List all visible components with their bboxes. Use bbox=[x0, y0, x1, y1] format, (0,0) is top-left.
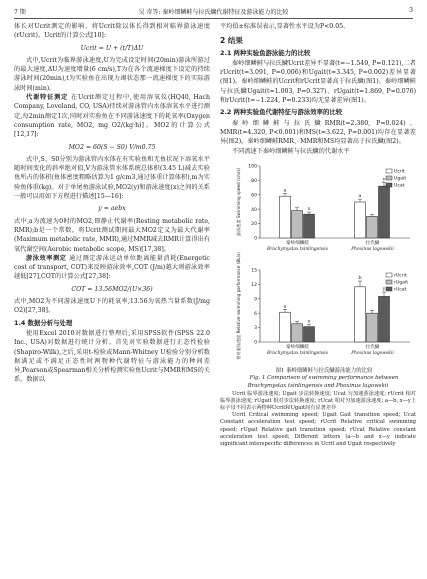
y-axis-label: 游泳速度 Swimming speed (cm/s) bbox=[236, 167, 241, 237]
significance-label: y bbox=[382, 176, 386, 183]
subsection-heading-swimming: 2.1 两种实验鱼游泳能力的比较 bbox=[220, 48, 311, 57]
paragraph: 平均值±标准误表示,显著性水平设为P<0.05。 bbox=[220, 23, 350, 30]
y-tick-label: 0 bbox=[254, 236, 257, 242]
page-number: 3 bbox=[409, 7, 413, 14]
legend-label: rUgait bbox=[394, 280, 409, 286]
legend-label: Ucrit bbox=[394, 169, 405, 175]
bar-rUcrit-0 bbox=[280, 312, 291, 342]
y-axis-label: 相对游泳速度 Relative swimming performance (BL/s) bbox=[236, 252, 241, 360]
paragraph bbox=[14, 93, 210, 139]
section-heading-stats: 1.4 数据分析与处理 bbox=[14, 318, 73, 327]
figure-1 bbox=[220, 160, 416, 368]
figure-caption-cn: 图1 秦岭细鳞鲑与拉氏鱥游泳能力的比较 bbox=[275, 367, 373, 374]
bar-rUcat-0 bbox=[304, 326, 315, 341]
paragraph: 式中,S、S0分别为游泳管内水体在有实验鱼和无鱼状况下溶氧水平随时间变化的斜率绝对值,V为游泳管水体系统总体积(3.45 L)减去实验鱼所占的体积(鱼体密度粗略估算为1 g/cm3,通过体重计算体积),m为实验鱼体重(kg)。对于单尾鱼游泳试验,MO2(y)和游泳速度(x)之间的关系一般可以用如下方程进行描述[15―16]: bbox=[14, 155, 210, 201]
bar-rUcrit-1 bbox=[355, 287, 366, 342]
y-tick-label: 60 bbox=[251, 193, 257, 199]
legend-swatch-Ucrit bbox=[386, 169, 392, 173]
paragraph: 式中,Ucrit为临界游泳速度,U为完成设定时间(20min)游泳所游过的最大速度,ΔU为速度增量(6 cm/s),T为在各个流速梯度下设定的持续游泳时间(20min),t为实验鱼在出现力竭状态那一流速梯度下的实际游泳时间(min)。 bbox=[14, 56, 210, 92]
article-title: 吴 奇等: 秦岭细鳞鲑与拉氏鱥代谢特征及游泳能力的比较 bbox=[138, 9, 289, 16]
paragraph: 秦岭细鳞鲑与拉氏鱥Ucrit差异不显著(t=−1.549, P=0.121),二者rUcrit(t=3.091, P=0.006)和Ugait(t=3.345, P=0.002)差异显著(图1)。秦岭细鳞鲑的Ucrit和rUcrit显著高于拉氏鱥(图1)。秦岭细鳞鲑与拉氏鱥Ugait(t=1.003, P=0.327)、rUgait(t=1.869, P=0.076)和rUcrit(t=−1.224, P=0.233)均无显著差异(图1)。 bbox=[220, 59, 416, 105]
bar-rUcat-1 bbox=[379, 296, 390, 342]
equation-mo2: MO2 = 60(S − S0) V/m0.75 bbox=[68, 143, 156, 151]
category-label: 秦岭细鳞鲑 bbox=[286, 344, 309, 350]
category-label-latin: Phoxinus lagowskii bbox=[351, 246, 394, 252]
figure-note-cn: Ucrit 临界游泳速度; Ugait 步法转换速度; Ucat 匀加速游泳速度; rUcrit 相对临界游泳速度; rUgait 相对步法转换速度; rUcat 相对匀加速游泳速度; a—b, x—y上标字母不同表示两物种Ucrit和Ugait间有显著差异 bbox=[220, 390, 416, 412]
significance-label: x bbox=[307, 205, 311, 212]
legend-label: rUcat bbox=[394, 287, 407, 293]
running-header bbox=[14, 4, 413, 19]
category-label: 拉氏鱥 bbox=[365, 240, 380, 246]
bar-Ugait-1 bbox=[367, 216, 378, 238]
category-label-latin: Phoxinus lagowskii bbox=[351, 350, 394, 356]
bar-Ucrit-0 bbox=[280, 196, 291, 238]
category-label-latin: Brachymystax tsinlingensis bbox=[267, 246, 328, 252]
bar-Ugait-0 bbox=[292, 210, 303, 237]
figure-1-charts bbox=[220, 160, 416, 368]
legend-swatch-rUgait bbox=[386, 280, 392, 284]
significance-label: a bbox=[283, 187, 287, 194]
y-tick-label: 80 bbox=[251, 178, 257, 184]
y-tick-label: 15 bbox=[251, 268, 257, 274]
paragraph: 秦岭细鳞鲑与拉氏鱥RMR(t=2.380, P=0.024)、MMR(t=4.320, P<0.001)和MS(t=3.622, P=0.001)均存在显著差异(图2)。秦岭细鳞鲑RMR、MMR和MS均显著高于拉氏鱥(图2)。 bbox=[220, 119, 416, 146]
legend-label: Ugait bbox=[394, 176, 407, 182]
y-tick-label: 100 bbox=[248, 164, 257, 170]
section-heading-results: 2 结果 bbox=[220, 36, 243, 46]
subheading-metabolism: 代谢特征测定 bbox=[26, 94, 69, 102]
legend-label: Ucat bbox=[394, 183, 405, 189]
bar-Ucat-1 bbox=[379, 186, 390, 238]
figure-caption-en: Fig. 1 Comparison of swimming performance between Brachymystax tsinlingensis and Phoxinus lagowskii bbox=[247, 375, 399, 390]
y-tick-label: 3 bbox=[254, 326, 257, 332]
bar-rUgait-0 bbox=[292, 324, 303, 342]
right-column bbox=[220, 22, 416, 448]
equation-cot: COT = 13.56MO2/(U×36) bbox=[71, 285, 153, 293]
equation-exponential: y = aebx bbox=[98, 205, 126, 213]
bar-rUgait-1 bbox=[367, 313, 378, 342]
legend-swatch-rUcrit bbox=[386, 273, 392, 277]
bar-Ucrit-1 bbox=[355, 202, 366, 238]
issue-number: 7 期 bbox=[14, 9, 26, 16]
category-label: 拉氏鱥 bbox=[365, 344, 380, 350]
paragraph: 体长对Ucrit测定的影响，将Ucrit除以体长得到相对临界游泳速度(rUcrit)。Ucrit的计算公式[10]: bbox=[14, 23, 210, 40]
equation-ucrit: Ucrit = U + (t/T)ΔU bbox=[80, 44, 144, 52]
y-tick-label: 9 bbox=[254, 297, 257, 303]
subheading-cot: 游泳效率测定 bbox=[26, 254, 67, 262]
y-tick-label: 40 bbox=[251, 207, 257, 213]
paragraph: 式中,MO2为不同游泳速度U下的耗氧率,13.56为氧热当量系数(J/mg O2)[27,38]。 bbox=[14, 298, 210, 315]
legend-swatch-Ucat bbox=[386, 183, 392, 187]
legend-swatch-Ugait bbox=[386, 176, 392, 180]
paragraph: 式中,a为流速为0时的MO2,即静止代谢率(Resting metabolic rate, RMR);b是一个常数。将Ucrit测试期间最大MO2定义为最大代谢率(Maximum metabolic rate, MMR),通过MMR减去RMR计算得出有氧代谢空间(Aerobic metabolic scope, MS)[17,38]。 bbox=[14, 217, 210, 253]
paragraph-text: 在Ucrit测定过程中,使用溶氧仪(HQ40, Hach Company, Loveland, CO, USA)持续对游泳管内水体溶氧水平进行测定,每2min测定1次,同时对实验鱼在不同游泳速度下的耗氧率(Oxygen consumption rate, MO2, mg O2/(kg·h)]。MO2的计算公式[12,17]: bbox=[14, 94, 211, 139]
y-tick-label: 0 bbox=[254, 340, 257, 346]
legend-swatch-rUcat bbox=[386, 287, 392, 291]
paragraph: 不同流速下秦岭细鳞鲑与拉氏鱥的代谢水平 bbox=[232, 147, 350, 155]
significance-label: b bbox=[358, 274, 362, 281]
category-label-latin: Brachymystax tsinlingensis bbox=[267, 350, 328, 356]
left-column bbox=[14, 22, 210, 385]
y-tick-label: 6 bbox=[254, 311, 257, 317]
paragraph-text: 通过测定游泳运动单位距离能量消耗(Energetic cost of transport, COT)来反映游泳效率,COT (J/m)越大则游泳效率越低[27],COT的计算公式[27,38]: bbox=[14, 254, 211, 281]
subsection-heading-metabolism: 2.2 两种实验鱼代谢特征与游泳效率的比较 bbox=[220, 108, 343, 117]
significance-label: a bbox=[358, 192, 362, 199]
y-tick-label: 20 bbox=[251, 222, 257, 228]
legend-label: rUcrit bbox=[394, 273, 407, 279]
figure-note-en: Ucrit Critical swimming speed; Ugait Gait transition speed; Ucat Constant acceleration test speed; rUcrit Relative critical swimming speed; rUgait Relative gait transition speed; rUcat Relative constant acceleration test speed; Different letters (a—b and x—y indicate significant interspecific differences in Ucrit and Ugait respectively bbox=[220, 412, 416, 448]
significance-label: y bbox=[382, 285, 386, 292]
bar-Ucat-0 bbox=[304, 214, 315, 238]
y-tick-label: 12 bbox=[251, 282, 257, 288]
paragraph: 使用Excel 2010对数据进行整理后,采用SPSS软件(SPSS 22.0 Inc., USA)对数据进行统计分析。首先对实验数据进行正态性检验(Shapiro-Wilk),之后,采用t-检验或Mann-Whitney U检验分别分析数据满足或不满足正态性时两物种代谢特征与游泳能力的种间差异,Pearson或Spearman相关分析检测实验鱼Ucrit与MMR和MS的关系。数据以 bbox=[14, 329, 210, 384]
category-label: 秦岭细鳞鲑 bbox=[286, 240, 309, 246]
paragraph bbox=[14, 254, 210, 282]
significance-label: x bbox=[307, 318, 311, 325]
significance-label: a bbox=[283, 303, 287, 310]
